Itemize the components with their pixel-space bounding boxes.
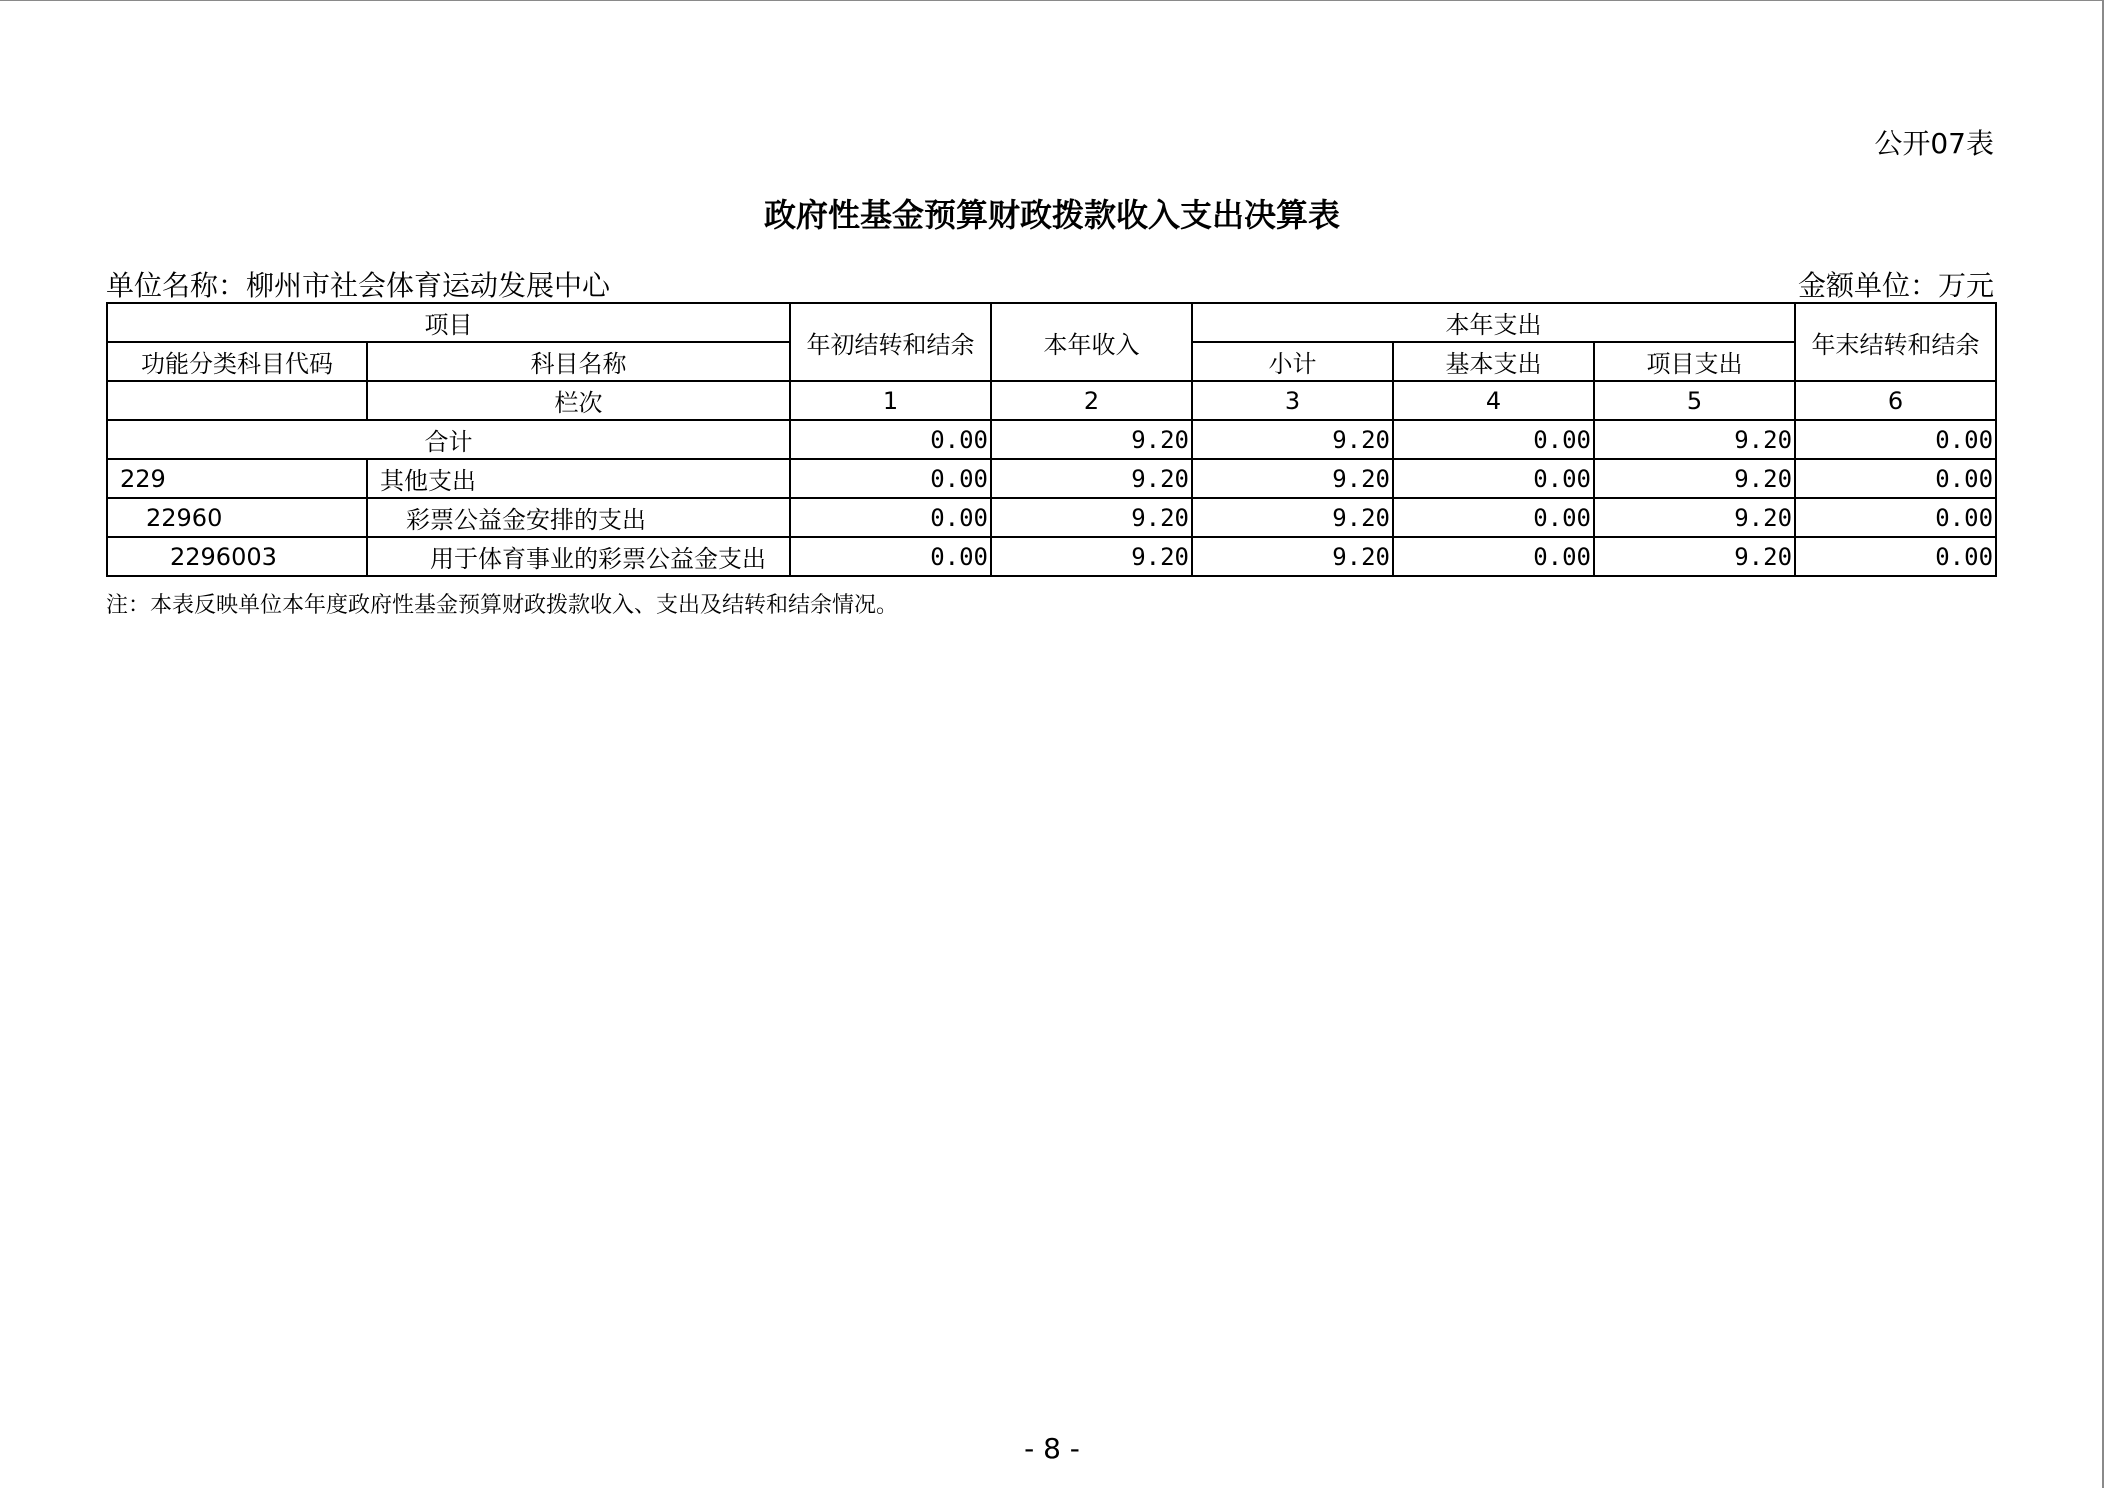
func-code: 22960 xyxy=(107,498,367,537)
subject-name: 其他支出 xyxy=(367,459,790,498)
budget-table xyxy=(106,302,1997,577)
value-cell: 0.00 xyxy=(1795,498,1996,537)
amount-unit: 金额单位：万元 xyxy=(1797,269,1994,302)
value-cell: 9.20 xyxy=(1594,498,1795,537)
value-cell: 9.20 xyxy=(1192,459,1393,498)
header-begin-balance: 年初结转和结余 xyxy=(790,303,991,381)
header-income: 本年收入 xyxy=(991,303,1192,381)
header-basic-expense: 基本支出 xyxy=(1393,342,1594,381)
total-row xyxy=(107,420,1996,459)
col-number: 1 xyxy=(790,381,991,420)
header-expense: 本年支出 xyxy=(1192,303,1795,342)
total-cell: 9.20 xyxy=(1594,420,1795,459)
value-cell: 0.00 xyxy=(790,537,991,576)
header-item: 项目 xyxy=(107,303,790,342)
total-cell: 0.00 xyxy=(1393,420,1594,459)
value-cell: 0.00 xyxy=(1393,537,1594,576)
value-cell: 9.20 xyxy=(1594,459,1795,498)
value-cell: 9.20 xyxy=(1594,537,1795,576)
value-cell: 0.00 xyxy=(1393,498,1594,537)
column-number-row xyxy=(107,381,1996,420)
total-cell: 0.00 xyxy=(1795,420,1996,459)
top-border-line xyxy=(0,0,2104,1)
total-cell: 0.00 xyxy=(790,420,991,459)
value-cell: 9.20 xyxy=(991,459,1192,498)
page-title: 政府性基金预算财政拨款收入支出决算表 xyxy=(763,196,1340,234)
table-row xyxy=(107,498,1996,537)
col-number: 5 xyxy=(1594,381,1795,420)
value-cell: 0.00 xyxy=(1795,459,1996,498)
subject-name: 彩票公益金安排的支出 xyxy=(367,498,790,537)
col-number: 3 xyxy=(1192,381,1393,420)
value-cell: 0.00 xyxy=(790,498,991,537)
func-code: 229 xyxy=(107,459,367,498)
col-number: 2 xyxy=(991,381,1192,420)
header-func-code: 功能分类科目代码 xyxy=(107,342,367,381)
form-number: 公开07表 xyxy=(1874,127,1994,160)
value-cell: 0.00 xyxy=(790,459,991,498)
header-subtotal: 小计 xyxy=(1192,342,1393,381)
value-cell: 9.20 xyxy=(1192,498,1393,537)
col-number: 4 xyxy=(1393,381,1594,420)
table-row xyxy=(107,459,1996,498)
total-cell: 9.20 xyxy=(991,420,1192,459)
total-label: 合计 xyxy=(107,420,790,459)
value-cell: 0.00 xyxy=(1393,459,1594,498)
value-cell: 0.00 xyxy=(1795,537,1996,576)
col-number-blank xyxy=(107,381,367,420)
header-subject-name: 科目名称 xyxy=(367,342,790,381)
unit-name: 单位名称：柳州市社会体育运动发展中心 xyxy=(106,269,611,302)
col-label: 栏次 xyxy=(367,381,790,420)
total-cell: 9.20 xyxy=(1192,420,1393,459)
value-cell: 9.20 xyxy=(991,537,1192,576)
col-number: 6 xyxy=(1795,381,1996,420)
value-cell: 9.20 xyxy=(1192,537,1393,576)
page-number: - 8 - xyxy=(1024,1432,1080,1465)
header-end-balance: 年末结转和结余 xyxy=(1795,303,1996,381)
table-note: 注：本表反映单位本年度政府性基金预算财政拨款收入、支出及结转和结余情况。 xyxy=(106,593,899,618)
header-row-1 xyxy=(107,303,1996,342)
subject-name: 用于体育事业的彩票公益金支出 xyxy=(367,537,790,576)
value-cell: 9.20 xyxy=(991,498,1192,537)
table-row xyxy=(107,537,1996,576)
header-project-expense: 项目支出 xyxy=(1594,342,1795,381)
func-code: 2296003 xyxy=(107,537,367,576)
